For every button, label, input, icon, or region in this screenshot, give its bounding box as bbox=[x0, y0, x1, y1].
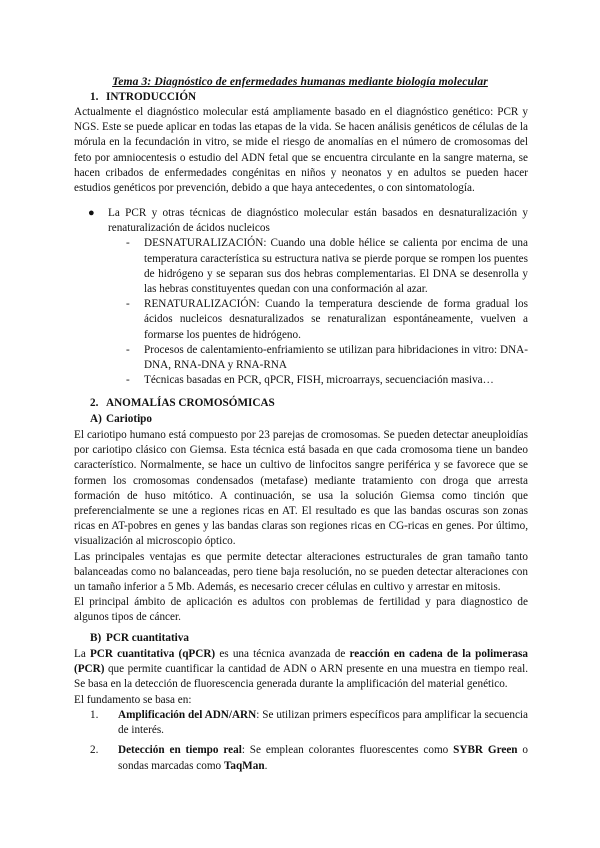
numbered-list bbox=[90, 708, 528, 774]
bullet-list bbox=[90, 206, 528, 388]
section-number: 2. bbox=[90, 397, 99, 409]
pcr-text-run: La bbox=[74, 648, 90, 660]
pcr-text-run: es una técnica avanzada de bbox=[215, 648, 350, 660]
section-number: 1. bbox=[90, 91, 99, 103]
dash-item bbox=[0, 236, 528, 297]
dash-icon: - bbox=[126, 343, 130, 356]
pcr-text-run: que permite cuantificar la cantidad de ADN o ARN presente en una muestra en tiempo real. Se basa en la detección de fluorescencia generada durante la amplificación del material genético. bbox=[74, 663, 528, 691]
numbered-item bbox=[90, 743, 528, 773]
item-number: 2. bbox=[90, 744, 99, 757]
item-number: 1. bbox=[90, 709, 99, 721]
dash-icon: - bbox=[126, 298, 130, 311]
section-heading-anomalias bbox=[90, 396, 275, 411]
pcr-text-1 bbox=[74, 647, 528, 693]
subsection-heading-cariotipo bbox=[90, 412, 152, 427]
cariotipo-text-2: Las principales ventajas es que permite detectar alteraciones estructurales de gran tamaño tanto balanceadas como no balanceadas, pero tiene baja resolución, no se pueden detectar alteraciones con un tamaño inferior a 5 Mb. Además, es necesario crecer células en cultivo y arrestar en mitosis. bbox=[74, 550, 528, 594]
dash-text: RENATURALIZACIÓN: Cuando la temperatura desciende de forma gradual los ácidos nucleicos desnaturalizados se renaturalizan espontáneamente, vuelven a formarse los puentes de hidrógeno. bbox=[144, 298, 528, 341]
dash-text: Técnicas basadas en PCR, qPCR, FISH, microarrays, secuenciación masiva… bbox=[144, 374, 494, 387]
subsection-heading-pcr bbox=[90, 631, 189, 646]
dash-text: DESNATURALIZACIÓN: Cuando una doble hélice se calienta por encima de una temperatura característica su estructura nativa se pierde porque se rompen los puentes de hidrógeno y se separan sus dos hebras complementarias. El DNA se desenrolla y las hebras constituyentes quedan con una conformación al azar. bbox=[144, 237, 528, 296]
dash-list bbox=[90, 236, 528, 388]
section-title: ANOMALÍAS CROMOSÓMICAS bbox=[106, 397, 275, 409]
item-bold-term: TaqMan bbox=[223, 759, 265, 772]
pcr-bold-term: PCR cuantitativa (qPCR) bbox=[89, 648, 216, 660]
intro-paragraph bbox=[74, 105, 528, 196]
dash-text: Procesos de calentamiento-enfriamiento se utilizan para hibridaciones in vitro: DNA-DNA, RNA-DNA y RNA-RNA bbox=[144, 343, 528, 372]
intro-text: Actualmente el diagnóstico molecular está ampliamente basado en el diagnóstico genético: PCR y NGS. Este se puede aplicar en todas las etapas de la vida. Se hacen análisis genéticos de células de la mórula en la fecundación in vitro, se mide el riesgo de anomalías en el número de cromosomas del feto por amniocentesis o estudio del ADN fetal que se encuentra circulante en la sangre materna, se hacen cribados de enfermedades congénitas en niños y neonatos y en adultos se pueden hacer estudios genéticos por prevención, debido a que haya antecedentes, o con sintomatología. bbox=[74, 106, 528, 195]
item-text: . bbox=[264, 759, 268, 772]
dash-item bbox=[0, 343, 528, 373]
item-text: o sondas marcadas como bbox=[118, 744, 529, 772]
subsection-title: Cariotipo bbox=[106, 413, 152, 425]
bullet-item bbox=[90, 206, 528, 236]
subsection-title: PCR cuantitativa bbox=[106, 632, 189, 644]
item-bold-term: Detección en tiempo real bbox=[118, 744, 242, 757]
cariotipo-paragraphs bbox=[74, 428, 528, 626]
bullet-text: La PCR y otras técnicas de diagnóstico molecular están basados en desnaturalización y renaturalización de ácidos nucleicos bbox=[108, 207, 528, 235]
item-bold-term: SYBR Green bbox=[453, 744, 518, 757]
dash-icon: - bbox=[126, 237, 130, 250]
item-bold-term: Amplificación del ADN/ARN bbox=[118, 709, 257, 721]
section-title: INTRODUCCIÓN bbox=[106, 91, 197, 103]
document-title: Tema 3: Diagnóstico de enfermedades humanas mediante biología molecular bbox=[112, 75, 488, 88]
dash-icon: - bbox=[126, 374, 130, 387]
bullet-dot-icon: ● bbox=[88, 207, 95, 219]
pcr-text-2: El fundamento se basa en: bbox=[74, 693, 192, 706]
subsection-label: A) bbox=[90, 413, 102, 425]
item-text: : Se emplean colorantes fluorescentes como bbox=[241, 744, 454, 757]
numbered-item bbox=[90, 708, 528, 738]
dash-item bbox=[0, 297, 528, 343]
pcr-bold-term: reacción en cadena de la polimerasa (PCR) bbox=[74, 648, 528, 676]
section-heading-introduccion bbox=[90, 90, 196, 105]
cariotipo-text-1: El cariotipo humano está compuesto por 23 parejas de cromosomas. Se pueden detectar aneuploidías por cariotipo clásico con Giemsa. Esta técnica está basada en que cada cromosoma tiene un bandeo característico. Normalmente, se hace un cultivo de linfocitos sangre periférica y se favorece que se formen los cromosomas condensados (metafase) mediante tratamiento con droga que arresta formación de huso mitótico. A continuación, se usa la solución Giemsa como tinción que preferencialmente se une a regiones ricas en AT. El resultado es que las bandas oscuras son zonas ricas en AT-pobres en genes y las bandas claras son regiones ricas en CG-ricas en genes. Por último, visualización al microscopio óptico. bbox=[74, 429, 528, 548]
pcr-paragraphs bbox=[74, 647, 528, 708]
subsection-label: B) bbox=[90, 632, 102, 644]
cariotipo-text-3: El principal ámbito de aplicación es adultos con problemas de fertilidad y para diagnostico de algunos tipos de cáncer. bbox=[74, 596, 528, 624]
item-text: : Se utilizan primers específicos para amplificar la secuencia de interés. bbox=[118, 709, 528, 737]
dash-item bbox=[0, 373, 528, 388]
